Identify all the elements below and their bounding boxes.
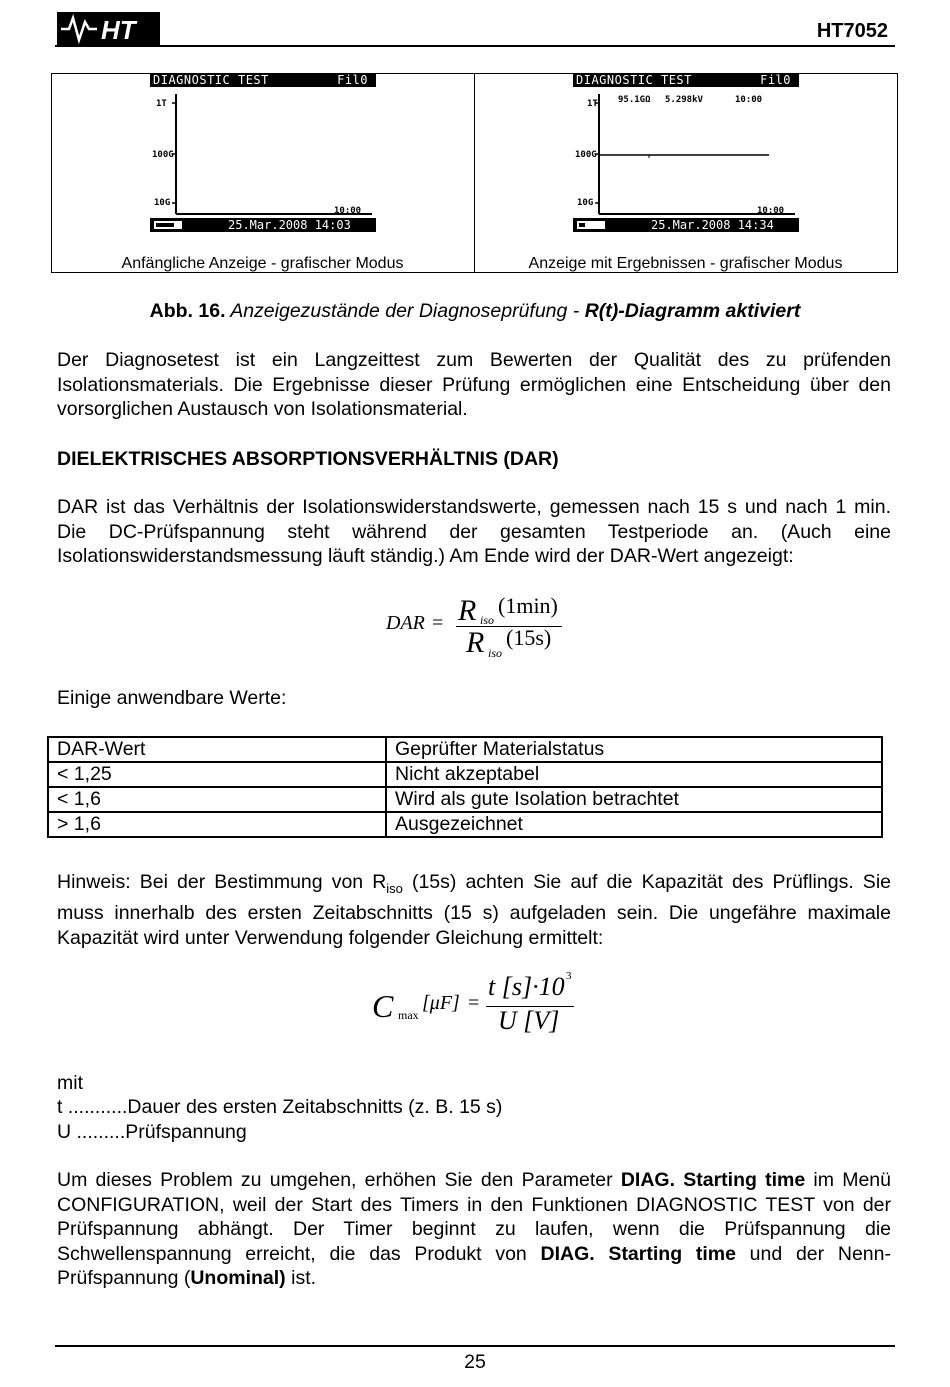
cap-formula-unit: [μF]	[422, 992, 460, 1014]
time-axis-label: 10:00	[334, 206, 362, 216]
formula-den-r: R	[466, 626, 485, 659]
y-label-100g: 100G	[575, 150, 597, 160]
note-paragraph	[57, 870, 891, 950]
formula-den-arg: (15s)	[506, 625, 552, 650]
y-label-10g: 10G	[577, 198, 594, 208]
cap-formula-exp: 3	[566, 970, 572, 982]
lcd-title: DIAGNOSTIC TEST	[153, 73, 269, 87]
final-text-2: im Menü CONFIGURATION, weil der Start des Timers in den Funktionen DIAGNOSTIC TEST von der Prüfspannung abhängt. Der Timer beginnt zu laufen, wenn die Prüfspannung die Schwellenspannung erreicht, die das Produkt von	[57, 1169, 891, 1265]
figure-number: Abb. 16.	[149, 300, 226, 322]
formula-num-r: R	[458, 594, 477, 627]
time-axis-label: 10:00	[757, 206, 785, 216]
mit-t-line: t ...........Dauer des ersten Zeitabschnitts (z. B. 15 s)	[57, 1096, 503, 1118]
y-label-10g: 10G	[154, 198, 171, 208]
ht-logo	[57, 12, 160, 45]
cap-formula-den: U [V]	[498, 1006, 560, 1035]
cap-formula-num: t [s]·10	[488, 972, 565, 1001]
note-part1: Hinweis: Bei der Bestimmung von R	[57, 871, 387, 893]
table-cell: < 1,25	[48, 762, 386, 787]
lcd-screen-results	[573, 74, 799, 232]
cap-formula-c: C	[372, 988, 394, 1024]
logo-text: HT	[101, 15, 136, 45]
lcd-mode: Fil0	[760, 73, 791, 87]
table-header-row	[48, 737, 882, 762]
formula-eq: =	[432, 612, 444, 634]
formula-num-sub: iso	[480, 613, 495, 627]
battery-icon	[577, 221, 605, 229]
final-bold-3: Unominal)	[190, 1267, 286, 1289]
lcd-mode: Fil0	[337, 73, 368, 87]
table-header-cell: DAR-Wert	[48, 737, 386, 762]
note-part2: (15s) achten Sie auf die Kapazität des Prüflings. Sie muss innerhalb des ersten Zeitabschnitts (15 s) aufgeladen sein. Die ungefähre maximale Kapazität wird unter Verwendung folgender Gleichung ermittelt:	[57, 871, 891, 949]
battery-icon	[154, 221, 182, 229]
figure-caption-left: Anfängliche Anzeige - grafischer Modus	[121, 255, 404, 272]
elapsed-time: 10:00	[735, 95, 763, 105]
formula-lhs: DAR	[386, 612, 425, 634]
formula-num-arg: (1min)	[498, 593, 558, 618]
capacity-formula	[372, 966, 602, 1042]
note-sub: iso	[386, 880, 403, 896]
table-cell: < 1,6	[48, 787, 386, 812]
figure-caption-text: Anzeigezustände der Diagnoseprüfung -	[225, 300, 585, 322]
dar-formula	[386, 592, 586, 662]
figure-caption-right: Anzeige mit Ergebnissen - grafischer Modus	[528, 255, 843, 272]
resistance-value: 95.1GΩ	[618, 95, 651, 105]
dar-heading: DIELEKTRISCHES ABSORPTIONSVERHÄLTNIS (DAR)	[57, 448, 559, 470]
model-name: HT7052	[816, 20, 888, 42]
voltage-value: 5.298kV	[665, 95, 703, 105]
y-label-1t: 1T	[156, 99, 167, 109]
dar-paragraph: DAR ist das Verhältnis der Isolationswiderstandswerte, gemessen nach 15 s und nach 1 min. Die DC-Prüfspannung steht während der gesamten Testperiode an. (Auch eine Isolationswiderstandsmessung läuft ständig.) Am Ende wird der DAR-Wert angezeigt:	[57, 496, 891, 567]
footer-rule	[55, 1345, 895, 1347]
final-text-4: ist.	[285, 1267, 317, 1289]
lcd-screen-initial	[150, 74, 376, 232]
table-cell: Ausgezeichnet	[386, 812, 882, 837]
final-text-1: Um dieses Problem zu umgehen, erhöhen Sie den Parameter	[57, 1169, 621, 1191]
lcd-title: DIAGNOSTIC TEST	[576, 73, 692, 87]
values-intro: Einige anwendbare Werte:	[57, 687, 287, 709]
mit-u-line: U .........Prüfspannung	[57, 1121, 247, 1143]
final-text-3: und der Nenn-Prüfspannung (	[57, 1242, 891, 1289]
y-label-100g: 100G	[152, 150, 174, 160]
cap-formula-sub: max	[398, 1008, 419, 1022]
lcd-status-bar	[150, 218, 376, 232]
table-row	[48, 787, 882, 812]
y-label-1t: 1T	[587, 99, 598, 109]
mit-label: mit	[57, 1072, 83, 1094]
lcd-datetime: 25.Mar.2008 14:03	[228, 218, 351, 232]
final-bold-2: DIAG. Starting time	[540, 1242, 736, 1265]
figure-caption-bold: R(t)-Diagramm aktiviert	[584, 300, 801, 322]
table-cell: Nicht akzeptabel	[386, 762, 882, 787]
table-row	[48, 762, 882, 787]
page-number: 25	[464, 1351, 486, 1373]
table-cell: Wird als gute Isolation betrachtet	[386, 787, 882, 812]
final-paragraph	[57, 1168, 891, 1291]
table-row	[48, 812, 882, 837]
table-cell: > 1,6	[48, 812, 386, 837]
cap-formula-eq: =	[468, 992, 480, 1014]
table-header-cell: Geprüfter Materialstatus	[386, 737, 882, 762]
final-bold-1: DIAG. Starting time	[620, 1169, 806, 1191]
figure-label	[0, 300, 950, 323]
lcd-status-bar	[573, 218, 799, 232]
intro-paragraph: Der Diagnosetest ist ein Langzeittest zum Bewerten der Qualität des zu prüfenden Isolationsmaterials. Die Ergebnisse dieser Prüfung ermöglichen eine Entscheidung über den vorsorglichen Austausch von Isolationsmaterial.	[57, 349, 891, 420]
lcd-datetime: 25.Mar.2008 14:34	[651, 218, 774, 232]
figure-divider	[474, 73, 475, 273]
header-rule	[55, 45, 895, 47]
dar-values-table	[47, 736, 883, 838]
formula-den-sub: iso	[488, 646, 503, 660]
